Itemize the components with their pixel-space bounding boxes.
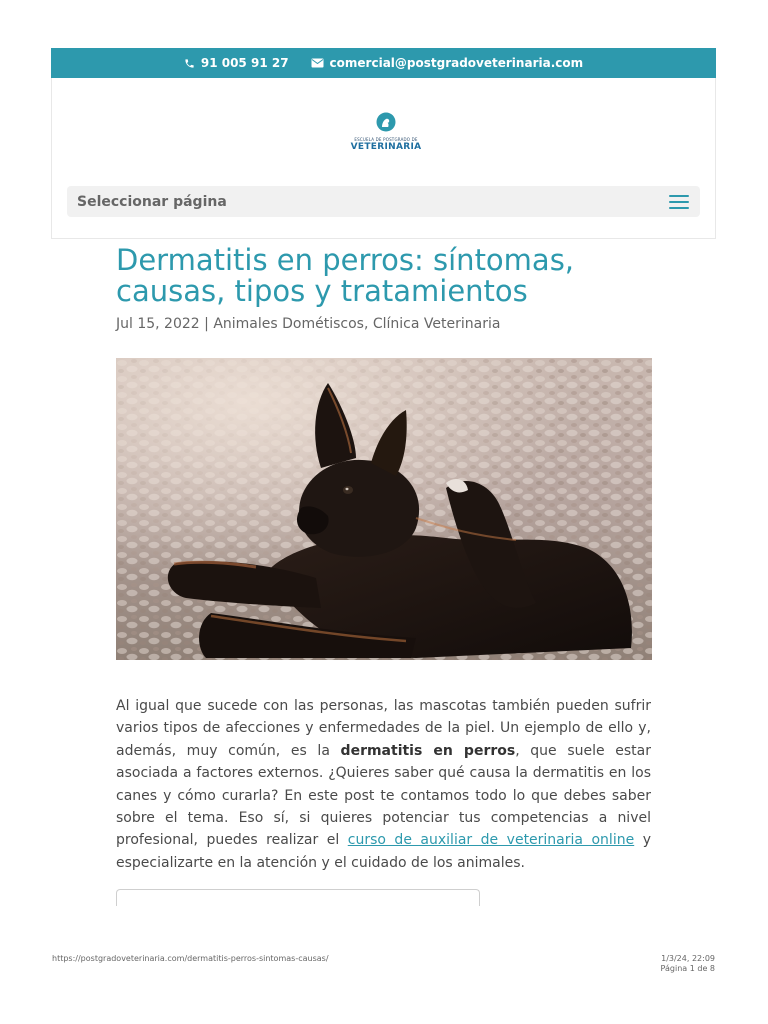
logo-main-text: VETERINARIA xyxy=(350,142,422,152)
phone-number: 91 005 91 27 xyxy=(200,56,289,70)
logo-small-text: ESCUELA DE POSTGRADO DE xyxy=(354,137,418,142)
envelope-icon xyxy=(311,58,324,68)
logo-emblem-icon xyxy=(374,112,398,136)
intro-bold-keyword: dermatitis en perros xyxy=(340,742,516,759)
print-datetime: 1/3/24, 22:09 xyxy=(661,954,715,963)
course-link[interactable]: curso de auxiliar de veterinaria online xyxy=(347,832,635,849)
phone-icon xyxy=(184,58,195,69)
post-intro-paragraph xyxy=(116,695,651,874)
select-page-label: Seleccionar página xyxy=(77,193,227,210)
dog-scratching-photo xyxy=(116,358,652,660)
print-footer-info xyxy=(661,954,715,974)
site-logo[interactable] xyxy=(350,112,422,154)
phone-contact[interactable] xyxy=(184,56,289,70)
intro-text-3: y especializarte en la atención y el cuidado de los animales. xyxy=(116,832,651,871)
intro-text-1: Al igual que sucede con las personas, las mascotas también pueden sufrir varios tipos de afecciones y enfermedades de la piel. Un ejemplo de ello y, además, muy común, es la xyxy=(116,698,651,759)
intro-text-2: , que suele estar asociada a factores externos. ¿Quieres saber qué causa la dermatitis en los canes y cómo curarla? En este post te contamos todo lo que debes saber sobre el tema. Eso sí, si quieres potenciar tus competencias a nivel profesional, puedes realizar el xyxy=(116,742,651,849)
meta-separator: | xyxy=(199,316,214,332)
top-contact-bar xyxy=(51,48,716,78)
email-address: comercial@postgradoveterinaria.com xyxy=(329,56,584,70)
post-date: Jul 15, 2022 xyxy=(116,316,200,332)
category-separator: , xyxy=(363,316,373,332)
post-title: Dermatitis en perros: síntomas, causas, tipos y tratamientos xyxy=(116,243,575,308)
category-link-clinica[interactable]: Clínica Veterinaria xyxy=(372,316,501,332)
print-footer-url: https://postgradoveterinaria.com/dermatitis-perros-sintomas-causas/ xyxy=(52,954,329,963)
category-link-animales[interactable]: Animales Dométiscos xyxy=(213,316,364,332)
print-page-number: Página 1 de 8 xyxy=(660,964,715,973)
page-bottom-margin xyxy=(0,906,768,1024)
email-contact[interactable] xyxy=(311,56,584,70)
hamburger-menu-icon[interactable] xyxy=(669,195,689,209)
post-meta xyxy=(116,316,500,332)
mobile-nav-select[interactable] xyxy=(67,186,700,217)
featured-image xyxy=(116,358,652,660)
